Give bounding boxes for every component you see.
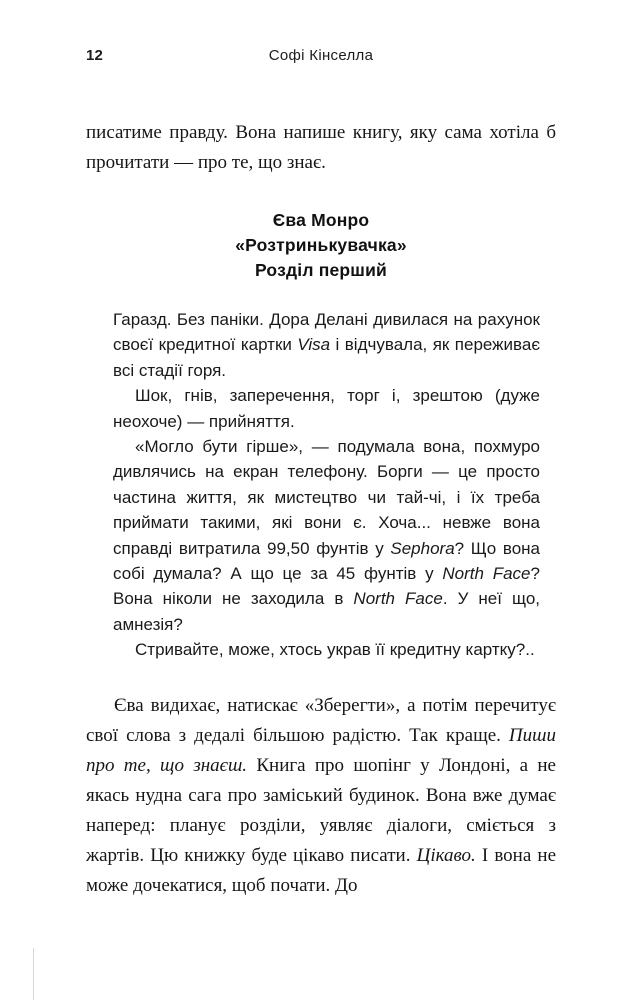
text-run: і відчувала, як переживає всі стадії горя.: [113, 335, 540, 380]
intro-paragraph: [86, 118, 556, 178]
excerpt-paragraph-1: [113, 307, 540, 383]
page-number: 12: [86, 47, 104, 64]
text-run: . У неї що, амнезія?: [113, 589, 540, 634]
chapter-heading: [86, 208, 556, 283]
excerpt-paragraph-4: [113, 637, 540, 662]
page-content: [0, 118, 642, 901]
excerpt-block: [113, 307, 540, 663]
text-run: ? Що вона собі думала? А що це за 45 фунтів у: [113, 538, 540, 584]
text-run: Шок, гнів, заперечення, торг і, зрештою (дуже неохоче) — прийняття.: [113, 386, 540, 431]
text-run: Пиши про те, що знаєш.: [86, 724, 556, 776]
page-header: [0, 0, 642, 66]
text-run: Книга про шопінг у Лондоні, а не якась нудна сага про заміський будинок. Вона вже думає наперед: планує розділи, уявляє діалоги, сміється з жартів. Цю книжку буде цікаво писати.: [86, 754, 556, 866]
text-run: ? Вона ніколи не заходила в: [113, 564, 540, 609]
text-run: North Face: [442, 564, 531, 584]
outro-paragraph: [86, 691, 556, 901]
heading-book-title: «Розтринькувачка»: [235, 235, 407, 255]
heading-author: Єва Монро: [272, 210, 370, 230]
text-run: North Face: [353, 589, 443, 609]
text-run: Sephora: [390, 538, 455, 558]
text-run: «Могло бути гірше», — подумала вона, похмуро дивлячись на екран телефону. Борги — це просто частина життя, як мистецтво чи тай-чі, і їх треба приймати такими, які вони є. Хоча... невже вона справді витратила 99,50 фунтів у: [113, 437, 540, 558]
page-edge-artifact: [33, 948, 34, 1000]
text-run: писатиме правду. Вона напише книгу, яку сама хотіла б прочитати — про те, що знає.: [86, 122, 556, 173]
text-run: Єва видихає, натискає «Зберегти», а потім перечитує свої слова з дедалі більшою радістю. Так краще.: [86, 694, 556, 746]
text-run: Стривайте, може, хтось украв її кредитну картку?..: [135, 640, 535, 660]
excerpt-paragraph-3: [113, 434, 540, 637]
text-run: Цікаво.: [416, 844, 476, 866]
excerpt-paragraph-2: [113, 383, 540, 434]
running-header: Софі Кінселла: [268, 47, 374, 64]
heading-chapter: Розділ перший: [254, 260, 388, 280]
text-run: Гаразд. Без паніки. Дора Делані дивилася на рахунок своєї кредитної картки: [113, 310, 540, 355]
text-run: І вона не може дочекатися, щоб почати. До: [86, 844, 556, 896]
text-run: Visa: [297, 335, 331, 355]
